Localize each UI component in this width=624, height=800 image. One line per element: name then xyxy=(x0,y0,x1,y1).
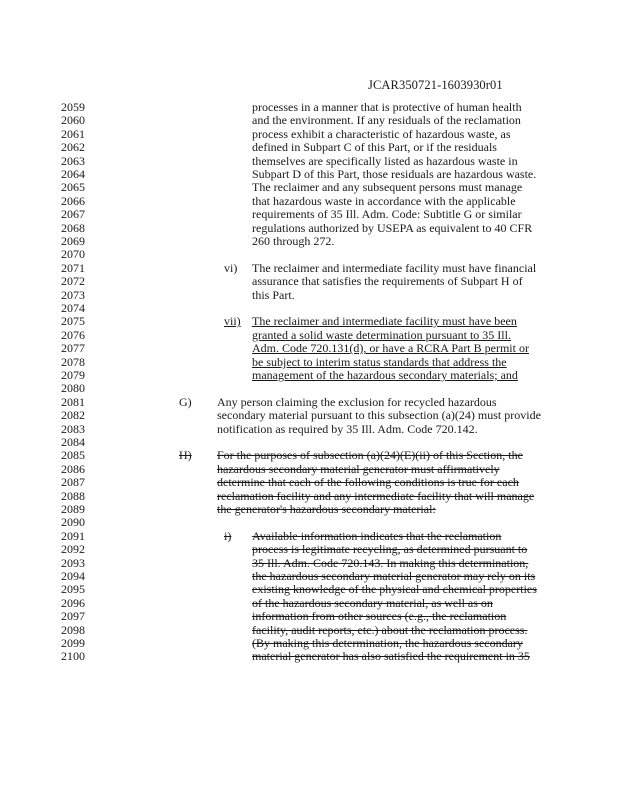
line-number: 2086 xyxy=(61,461,85,476)
line-number: 2069 xyxy=(61,234,85,248)
body-text-line: the generator's hazardous secondary material: xyxy=(217,502,436,516)
body-text-line: assurance that satisfies the requirements of Subpart H of xyxy=(252,274,523,289)
line-number: 2078 xyxy=(61,354,85,369)
body-text-line: secondary material pursuant to this subsection (a)(24) must provide xyxy=(217,408,541,423)
body-text-line: regulations authorized by USEPA as equivalent to 40 CFR xyxy=(252,220,533,235)
body-text-line: process exhibit a characteristic of hazardous waste, as xyxy=(252,126,511,141)
line-number: 2065 xyxy=(61,180,85,195)
line-number: 2068 xyxy=(61,220,85,235)
subsection-label: i) xyxy=(224,528,232,543)
body-text-line: Any person claiming the exclusion for recycled hazardous xyxy=(217,394,497,409)
line-number: 2087 xyxy=(61,475,85,490)
line-number: 2090 xyxy=(61,515,85,530)
body-text-line: the hazardous secondary material generator may rely on its xyxy=(252,569,536,583)
line-number: 2082 xyxy=(61,408,85,423)
line-number: 2066 xyxy=(61,193,85,208)
subsection-label: G) xyxy=(179,394,192,409)
line-number: 2074 xyxy=(61,301,85,315)
body-text-line: Subpart D of this Part, those residuals are hazardous waste. xyxy=(252,167,537,181)
subsection-label: H) xyxy=(179,448,192,463)
body-text-line: that hazardous waste in accordance with the applicable xyxy=(252,193,516,208)
line-number: 2097 xyxy=(61,609,85,624)
body-text-line: hazardous secondary material generator must affirmatively xyxy=(217,461,500,476)
body-text-line: this Part. xyxy=(252,287,295,302)
body-text-line: information from other sources (e.g., the reclamation xyxy=(252,609,507,624)
line-number: 2071 xyxy=(61,260,85,275)
line-number: 2060 xyxy=(61,113,85,128)
line-number: 2085 xyxy=(61,448,85,463)
line-number: 2076 xyxy=(61,327,85,342)
body-text-line: 35 Ill. Adm. Code 720.143. In making this determination, xyxy=(252,555,529,570)
subsection-label: vi) xyxy=(224,260,238,275)
body-text-line: requirements of 35 Ill. Adm. Code: Subtitle G or similar xyxy=(252,207,522,222)
body-text-line: notification as required by 35 Ill. Adm. Code 720.142. xyxy=(217,421,478,436)
line-number: 2098 xyxy=(61,622,85,637)
body-text-line: defined in Subpart C of this Part, or if the residuals xyxy=(252,140,497,155)
line-number: 2091 xyxy=(61,528,85,543)
document-id-header: JCAR350721-1603930r01 xyxy=(368,78,503,92)
line-number: 2094 xyxy=(61,569,85,583)
line-number: 2080 xyxy=(61,381,85,396)
body-text-line: The reclaimer and any subsequent persons must manage xyxy=(252,180,523,195)
line-number: 2072 xyxy=(61,274,85,289)
line-number: 2084 xyxy=(61,435,85,449)
line-number: 2063 xyxy=(61,153,85,168)
line-number: 2081 xyxy=(61,394,85,409)
line-number: 2099 xyxy=(61,636,85,650)
body-text-line: The reclaimer and intermediate facility must have been xyxy=(252,314,517,329)
line-number: 2092 xyxy=(61,542,85,557)
body-text-line: determine that each of the following conditions is true for each xyxy=(217,475,519,490)
body-text-line: existing knowledge of the physical and chemical properties xyxy=(252,582,537,597)
body-text-line: Adm. Code 720.131(d), or have a RCRA Part B permit or xyxy=(252,341,529,356)
body-text-line: process is legitimate recycling, as determined pursuant to xyxy=(252,542,528,557)
subsection-label: vii) xyxy=(224,314,241,329)
line-number: 2095 xyxy=(61,582,85,597)
line-number: 2075 xyxy=(61,314,85,329)
line-number: 2067 xyxy=(61,207,85,222)
body-text-line: material generator has also satisfied the requirement in 35 xyxy=(252,649,530,664)
body-text-line: and the environment. If any residuals of the reclamation xyxy=(252,113,521,128)
line-number: 2089 xyxy=(61,502,85,516)
body-text-line: be subject to interim status standards that address the xyxy=(252,354,507,369)
body-text-line: granted a solid waste determination pursuant to 35 Ill. xyxy=(252,327,511,342)
body-text-line: themselves are specifically listed as hazardous waste in xyxy=(252,153,518,168)
line-number: 2096 xyxy=(61,595,85,610)
body-text-line: (By making this determination, the hazardous secondary xyxy=(252,636,523,650)
line-number: 2093 xyxy=(61,555,85,570)
line-number: 2088 xyxy=(61,488,85,503)
line-number: 2079 xyxy=(61,368,85,382)
line-number: 2059 xyxy=(61,100,85,114)
line-number: 2064 xyxy=(61,167,85,181)
body-text-line: 260 through 272. xyxy=(252,234,335,248)
body-text-line: reclamation facility and any intermediate facility that will manage xyxy=(217,488,535,503)
line-number: 2061 xyxy=(61,126,85,141)
body-text-line: The reclaimer and intermediate facility must have financial xyxy=(252,260,537,275)
line-number: 2100 xyxy=(61,649,85,664)
body-text-line: processes in a manner that is protective of human health xyxy=(252,100,522,114)
line-number: 2073 xyxy=(61,287,85,302)
line-number: 2077 xyxy=(61,341,85,356)
line-number: 2062 xyxy=(61,140,85,155)
body-text-line: management of the hazardous secondary materials; and xyxy=(252,368,518,382)
line-number: 2070 xyxy=(61,247,85,262)
body-text-line: For the purposes of subsection (a)(24)(E)(ii) of this Section, the xyxy=(217,448,523,463)
body-text-line: of the hazardous secondary material, as well as on xyxy=(252,595,493,610)
body-text-line: Available information indicates that the reclamation xyxy=(252,528,502,543)
line-number: 2083 xyxy=(61,421,85,436)
body-text-line: facility, audit reports, etc.) about the reclamation process. xyxy=(252,622,528,637)
